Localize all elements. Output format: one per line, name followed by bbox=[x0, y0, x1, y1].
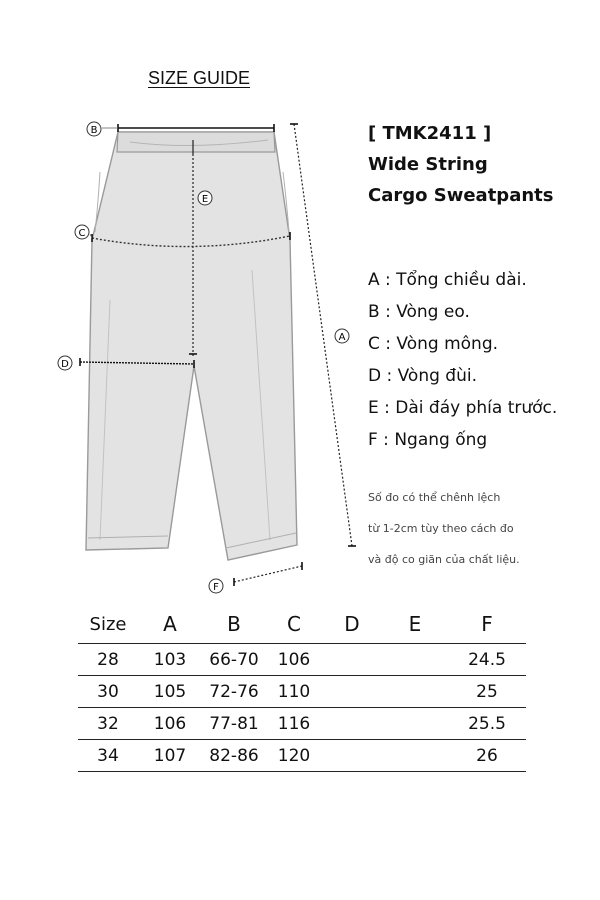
size-table bbox=[78, 605, 526, 772]
cell-size: 30 bbox=[78, 676, 138, 708]
cell-e bbox=[382, 676, 448, 708]
note-line: từ 1-2cm tùy theo cách đo bbox=[368, 522, 514, 535]
measure-line-f bbox=[234, 566, 302, 582]
svg-text:F: F bbox=[213, 582, 219, 593]
product-code: [ TMK2411 ] bbox=[368, 123, 492, 144]
cell-b: 82-86 bbox=[202, 740, 266, 772]
cell-d bbox=[322, 740, 382, 772]
header-f: F bbox=[448, 605, 526, 644]
cell-f: 26 bbox=[448, 740, 526, 772]
cell-d bbox=[322, 644, 382, 676]
legend-item-f: F : Ngang ống bbox=[368, 430, 488, 450]
cell-e bbox=[382, 740, 448, 772]
marker-e bbox=[198, 191, 212, 205]
note-line: và độ co giãn của chất liệu. bbox=[368, 553, 520, 566]
cell-a: 107 bbox=[138, 740, 202, 772]
measurement-note bbox=[368, 482, 520, 575]
header-c: C bbox=[266, 605, 322, 644]
svg-text:E: E bbox=[201, 194, 209, 205]
cell-c: 106 bbox=[266, 644, 322, 676]
cell-size: 28 bbox=[78, 644, 138, 676]
cell-c: 120 bbox=[266, 740, 322, 772]
table-row bbox=[78, 644, 526, 676]
page-title: SIZE GUIDE bbox=[148, 68, 251, 88]
header-e: E bbox=[382, 605, 448, 644]
marker-a bbox=[335, 329, 349, 343]
marker-b bbox=[87, 122, 101, 136]
cell-d bbox=[322, 708, 382, 740]
note-line: Số đo có thể chênh lệch bbox=[368, 491, 501, 504]
marker-d bbox=[58, 356, 72, 370]
cell-b: 66-70 bbox=[202, 644, 266, 676]
product-name-line2: Cargo Sweatpants bbox=[368, 185, 554, 206]
cell-d bbox=[322, 676, 382, 708]
header-a: A bbox=[138, 605, 202, 644]
svg-text:D: D bbox=[61, 359, 69, 370]
legend-item-e: E : Dài đáy phía trước. bbox=[368, 398, 558, 418]
measurement-legend bbox=[368, 264, 557, 456]
table-row bbox=[78, 740, 526, 772]
cell-b: 72-76 bbox=[202, 676, 266, 708]
cell-f: 24.5 bbox=[448, 644, 526, 676]
table-header-row bbox=[78, 605, 526, 644]
pants-outline bbox=[86, 132, 297, 560]
cell-c: 110 bbox=[266, 676, 322, 708]
cell-size: 32 bbox=[78, 708, 138, 740]
table-row bbox=[78, 676, 526, 708]
table-row bbox=[78, 708, 526, 740]
cell-a: 105 bbox=[138, 676, 202, 708]
cell-b: 77-81 bbox=[202, 708, 266, 740]
legend-item-a: A : Tổng chiều dài. bbox=[368, 270, 527, 290]
legend-item-d: D : Vòng đùi. bbox=[368, 366, 477, 386]
cell-a: 103 bbox=[138, 644, 202, 676]
cell-e bbox=[382, 644, 448, 676]
header-d: D bbox=[322, 605, 382, 644]
marker-c bbox=[75, 225, 89, 239]
cell-size: 34 bbox=[78, 740, 138, 772]
svg-text:A: A bbox=[338, 332, 346, 343]
svg-text:C: C bbox=[78, 228, 86, 239]
product-name-line1: Wide String bbox=[368, 154, 488, 175]
product-info bbox=[368, 118, 553, 211]
cell-c: 116 bbox=[266, 708, 322, 740]
header-b: B bbox=[202, 605, 266, 644]
legend-item-c: C : Vòng mông. bbox=[368, 334, 499, 354]
cell-f: 25.5 bbox=[448, 708, 526, 740]
header-size: Size bbox=[78, 605, 138, 644]
marker-f bbox=[209, 579, 223, 593]
legend-item-b: B : Vòng eo. bbox=[368, 302, 470, 322]
cell-f: 25 bbox=[448, 676, 526, 708]
cell-a: 106 bbox=[138, 708, 202, 740]
cell-e bbox=[382, 708, 448, 740]
svg-text:B: B bbox=[90, 125, 98, 136]
